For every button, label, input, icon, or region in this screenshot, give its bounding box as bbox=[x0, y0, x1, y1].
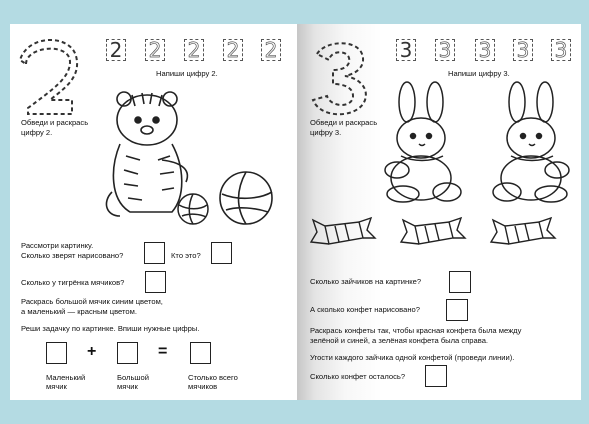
trace-caption-line: цифру 3. bbox=[310, 128, 342, 137]
question-look-line: Сколько зверят нарисовано? bbox=[21, 251, 124, 260]
label-big-ball: Большой bbox=[117, 373, 149, 382]
left-page bbox=[10, 24, 297, 400]
question-color-line: Раскрась большой мячик синим цветом, bbox=[21, 297, 163, 306]
trace-caption-line: Обведи и раскрась bbox=[310, 118, 378, 127]
bunny-left-illustration bbox=[383, 80, 468, 205]
trace-cell[interactable] bbox=[396, 39, 416, 61]
question-candies: А сколько конфет нарисовано? bbox=[310, 305, 420, 314]
trace-caption-line: цифру 2. bbox=[21, 128, 53, 137]
trace-cell[interactable] bbox=[145, 39, 165, 61]
answer-box-who[interactable] bbox=[211, 242, 232, 264]
question-balls: Сколько у тигрёнка мячиков? bbox=[21, 278, 125, 287]
label-total: Столько всего bbox=[188, 373, 238, 382]
question-color-line: зелёной и синей, а зелёная конфета была справа. bbox=[310, 336, 489, 345]
trace-cell[interactable] bbox=[184, 39, 204, 61]
trace-digit: 3 bbox=[554, 38, 568, 62]
question-left-over: Сколько конфет осталось? bbox=[310, 372, 406, 381]
question-color-line: Раскрась конфеты так, чтобы красная конфета была между bbox=[310, 326, 522, 335]
answer-box-left-over[interactable] bbox=[425, 365, 447, 387]
question-treat: Угости каждого зайчика одной конфетой (проведи линии). bbox=[310, 353, 515, 362]
question-who: Кто это? bbox=[171, 251, 201, 260]
bunny-right-illustration bbox=[487, 80, 572, 205]
label-small-ball: мячик bbox=[46, 382, 67, 391]
candy-3-illustration bbox=[489, 216, 557, 250]
answer-box-total[interactable] bbox=[190, 342, 211, 364]
trace-cell[interactable] bbox=[435, 39, 455, 61]
question-task: Реши задачку по картинке. Впиши нужные цифры. bbox=[21, 324, 200, 333]
big-ball bbox=[218, 170, 274, 226]
plus-sign: + bbox=[87, 343, 97, 360]
question-look-line: Рассмотри картинку. bbox=[21, 241, 94, 250]
label-small-ball: Маленький bbox=[46, 373, 86, 382]
write-caption: Напиши цифру 2. bbox=[156, 69, 218, 78]
answer-box-animals[interactable] bbox=[144, 242, 165, 264]
trace-digit: 3 bbox=[478, 38, 492, 62]
small-ball bbox=[176, 192, 210, 226]
right-page bbox=[297, 24, 581, 400]
workbook-spread bbox=[10, 24, 581, 400]
trace-cell[interactable] bbox=[223, 39, 243, 61]
big-digit-2-outline bbox=[18, 38, 78, 118]
trace-digit: 3 bbox=[399, 38, 413, 62]
answer-box-balls[interactable] bbox=[145, 271, 166, 293]
trace-digit: 2 bbox=[109, 38, 123, 62]
trace-caption-line: Обведи и раскрась bbox=[21, 118, 89, 127]
trace-digit: 2 bbox=[148, 38, 162, 62]
candy-2-illustration bbox=[399, 216, 467, 250]
label-big-ball: мячик bbox=[117, 382, 138, 391]
answer-box-big-ball[interactable] bbox=[117, 342, 138, 364]
answer-box-bunnies[interactable] bbox=[449, 271, 471, 293]
trace-digit: 2 bbox=[226, 38, 240, 62]
trace-digit: 3 bbox=[438, 38, 452, 62]
question-bunnies: Сколько зайчиков на картинке? bbox=[310, 277, 422, 286]
answer-box-candies[interactable] bbox=[446, 299, 468, 321]
trace-cell[interactable] bbox=[551, 39, 571, 61]
trace-cell[interactable] bbox=[106, 39, 126, 61]
answer-box-small-ball[interactable] bbox=[46, 342, 67, 364]
trace-cell[interactable] bbox=[261, 39, 281, 61]
big-digit-3-outline bbox=[311, 38, 371, 118]
candy-1-illustration bbox=[309, 216, 377, 250]
trace-digit: 2 bbox=[264, 38, 278, 62]
label-total: мячиков bbox=[188, 382, 218, 391]
trace-digit: 3 bbox=[516, 38, 530, 62]
question-color-line: а маленький — красным цветом. bbox=[21, 307, 137, 316]
write-caption: Напиши цифру 3. bbox=[448, 69, 510, 78]
trace-cell[interactable] bbox=[513, 39, 533, 61]
trace-cell[interactable] bbox=[475, 39, 495, 61]
equals-sign: = bbox=[158, 343, 168, 360]
trace-digit: 2 bbox=[187, 38, 201, 62]
